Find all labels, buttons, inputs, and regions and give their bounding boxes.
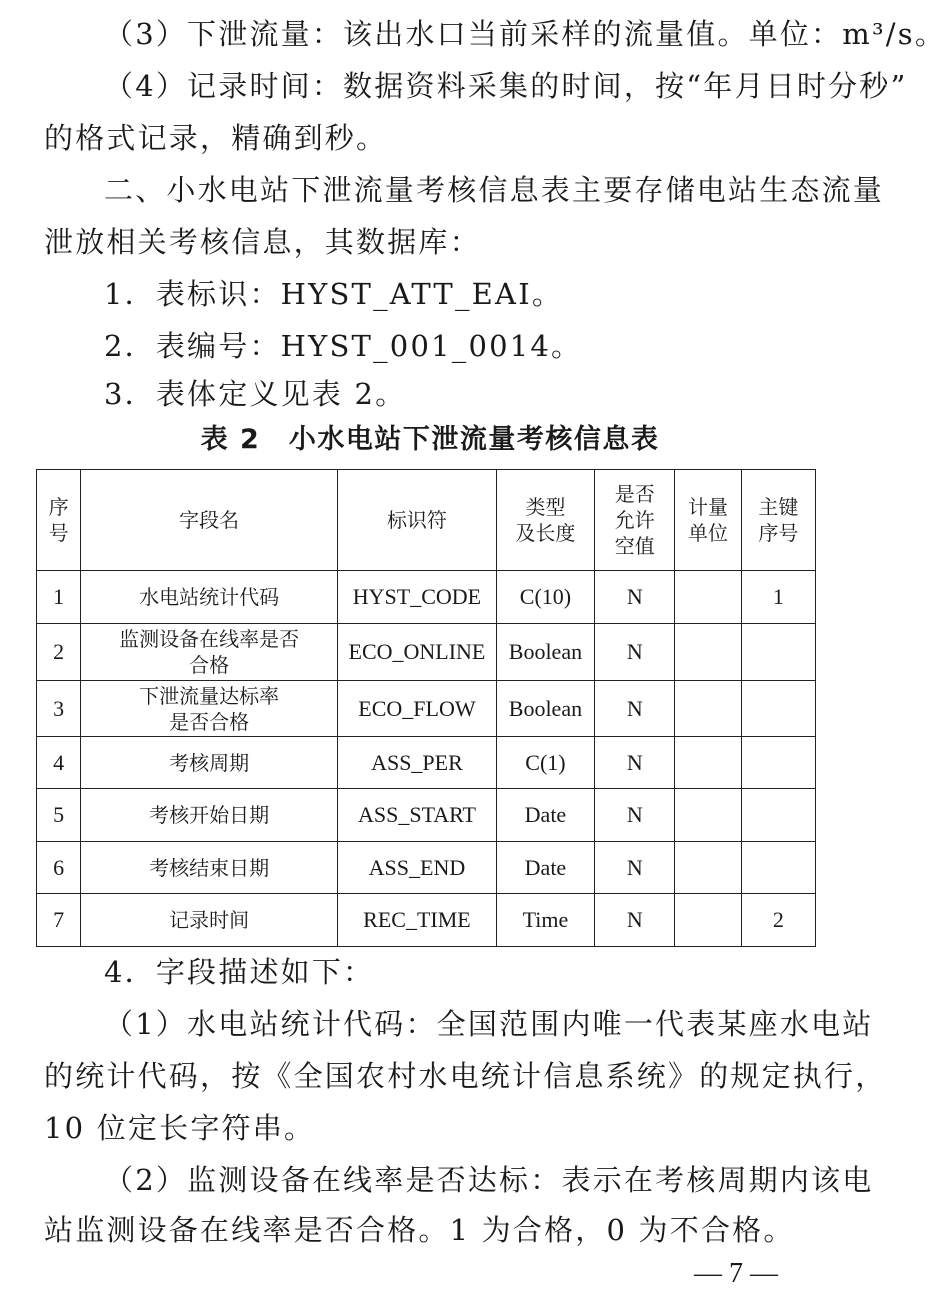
cell-field-name: 考核周期 [81, 737, 338, 789]
header-unit: 计量 单位 [675, 470, 741, 571]
table-row [37, 789, 816, 842]
cell-pk: 1 [741, 571, 815, 624]
cell-nullable: N [595, 624, 675, 681]
cell-pk [741, 737, 815, 789]
paragraph-table-def: 3．表体定义见表 2。 [104, 377, 407, 411]
table-caption: 表 2 小水电站下泄流量考核信息表 [200, 424, 660, 455]
header-identifier: 标识符 [338, 470, 497, 571]
cell-unit [675, 571, 741, 624]
paragraph-field-desc: 4．字段描述如下： [104, 955, 375, 989]
cell-type: Time [496, 894, 594, 947]
paragraph-section-two-cont: 泄放相关考核信息，其数据库： [44, 225, 481, 259]
header-nullable: 是否 允许 空值 [595, 470, 675, 571]
cell-unit [675, 624, 741, 681]
paragraph-record-time-cont: 的格式记录，精确到秒。 [44, 121, 388, 155]
cell-seq: 3 [37, 681, 81, 737]
cell-pk [741, 789, 815, 842]
header-field-name: 字段名 [81, 470, 338, 571]
cell-type: C(10) [496, 571, 594, 624]
cell-seq: 1 [37, 571, 81, 624]
cell-identifier: HYST_CODE [338, 571, 497, 624]
page-number: — 7 — [694, 1258, 778, 1289]
cell-field-name: 监测设备在线率是否 合格 [81, 624, 338, 681]
cell-type: Boolean [496, 681, 594, 737]
cell-unit [675, 894, 741, 947]
paragraph-flow-item: （3）下泄流量：该出水口当前采样的流量值。单位：m³/s。 [104, 17, 946, 51]
cell-nullable: N [595, 571, 675, 624]
cell-identifier: ECO_FLOW [338, 681, 497, 737]
cell-nullable: N [595, 842, 675, 894]
cell-unit [675, 737, 741, 789]
paragraph-code-desc-cont: 的统计代码，按《全国农村水电统计信息系统》的规定执行， [44, 1059, 887, 1093]
cell-pk [741, 624, 815, 681]
table-row [37, 842, 816, 894]
table-row [37, 624, 816, 681]
paragraph-record-time: （4）记录时间：数据资料采集的时间，按“年月日时分秒” [104, 69, 908, 103]
header-seq: 序 号 [37, 470, 81, 571]
table-header-row [37, 470, 816, 571]
cell-seq: 5 [37, 789, 81, 842]
cell-identifier: ASS_PER [338, 737, 497, 789]
paragraph-code-desc-end: 10 位定长字符串。 [44, 1111, 316, 1145]
cell-nullable: N [595, 789, 675, 842]
paragraph-code-desc: （1）水电站统计代码：全国范围内唯一代表某座水电站 [104, 1007, 874, 1041]
cell-pk: 2 [741, 894, 815, 947]
header-primary-key: 主键 序号 [741, 470, 815, 571]
cell-identifier: REC_TIME [338, 894, 497, 947]
paragraph-table-number: 2．表编号：HYST_001_0014。 [104, 329, 583, 363]
cell-seq: 7 [37, 894, 81, 947]
cell-unit [675, 681, 741, 737]
cell-nullable: N [595, 681, 675, 737]
cell-nullable: N [595, 737, 675, 789]
cell-field-name: 记录时间 [81, 894, 338, 947]
cell-field-name: 下泄流量达标率 是否合格 [81, 681, 338, 737]
cell-unit [675, 842, 741, 894]
table-row [37, 571, 816, 624]
paragraph-section-two: 二、小水电站下泄流量考核信息表主要存储电站生态流量 [104, 173, 885, 207]
cell-type: Date [496, 842, 594, 894]
cell-identifier: ASS_START [338, 789, 497, 842]
cell-type: Date [496, 789, 594, 842]
cell-identifier: ECO_ONLINE [338, 624, 497, 681]
cell-type: Boolean [496, 624, 594, 681]
table-row [37, 737, 816, 789]
table-row [37, 681, 816, 737]
cell-seq: 4 [37, 737, 81, 789]
cell-field-name: 考核结束日期 [81, 842, 338, 894]
cell-seq: 2 [37, 624, 81, 681]
cell-type: C(1) [496, 737, 594, 789]
cell-pk [741, 842, 815, 894]
cell-field-name: 水电站统计代码 [81, 571, 338, 624]
cell-field-name: 考核开始日期 [81, 789, 338, 842]
paragraph-online-desc-cont: 站监测设备在线率是否合格。1 为合格，0 为不合格。 [44, 1213, 795, 1247]
table-row [37, 894, 816, 947]
field-definition-table [36, 469, 816, 947]
cell-pk [741, 681, 815, 737]
paragraph-table-id: 1．表标识：HYST_ATT_EAI。 [104, 277, 564, 311]
paragraph-online-desc: （2）监测设备在线率是否达标：表示在考核周期内该电 [104, 1163, 874, 1197]
cell-seq: 6 [37, 842, 81, 894]
cell-nullable: N [595, 894, 675, 947]
header-type-length: 类型 及长度 [496, 470, 594, 571]
cell-unit [675, 789, 741, 842]
cell-identifier: ASS_END [338, 842, 497, 894]
